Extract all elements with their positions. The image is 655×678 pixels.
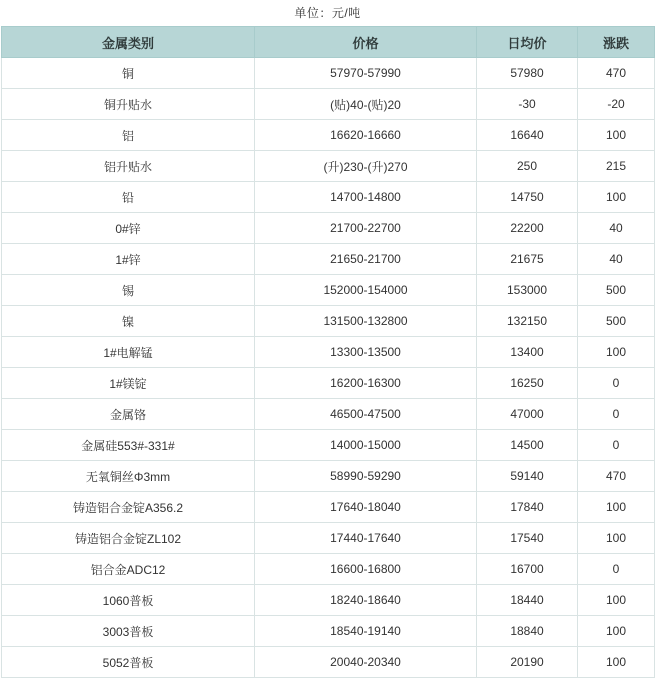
column-header-change: 涨跌 <box>578 27 655 58</box>
cell-price-range: 57970-57990 <box>255 58 477 89</box>
cell-change: 100 <box>578 120 655 151</box>
cell-price-range: 21700-22700 <box>255 213 477 244</box>
cell-daily-average: 17540 <box>477 523 578 554</box>
cell-metal-category: 铜升贴水 <box>2 89 255 120</box>
cell-change: 40 <box>578 213 655 244</box>
cell-price-range: 13300-13500 <box>255 337 477 368</box>
cell-metal-category: 5052普板 <box>2 647 255 678</box>
cell-change: 100 <box>578 585 655 616</box>
unit-label: 单位：元/吨 <box>0 0 655 26</box>
cell-metal-category: 金属铬 <box>2 399 255 430</box>
cell-price-range: 17440-17640 <box>255 523 477 554</box>
cell-price-range: (升)230-(升)270 <box>255 151 477 182</box>
table-row <box>2 58 655 89</box>
cell-metal-category: 铝合金ADC12 <box>2 554 255 585</box>
cell-change: 500 <box>578 275 655 306</box>
cell-price-range: 16620-16660 <box>255 120 477 151</box>
cell-change: 0 <box>578 430 655 461</box>
table-row <box>2 151 655 182</box>
cell-daily-average: 57980 <box>477 58 578 89</box>
cell-daily-average: 21675 <box>477 244 578 275</box>
table-row <box>2 89 655 120</box>
cell-price-range: 152000-154000 <box>255 275 477 306</box>
table-row <box>2 244 655 275</box>
cell-change: 100 <box>578 337 655 368</box>
cell-metal-category: 镍 <box>2 306 255 337</box>
cell-change: 0 <box>578 554 655 585</box>
cell-metal-category: 金属硅553#-331# <box>2 430 255 461</box>
cell-change: 100 <box>578 182 655 213</box>
cell-daily-average: 17840 <box>477 492 578 523</box>
cell-daily-average: 20190 <box>477 647 578 678</box>
cell-change: 470 <box>578 461 655 492</box>
cell-daily-average: 18440 <box>477 585 578 616</box>
cell-metal-category: 铅 <box>2 182 255 213</box>
cell-metal-category: 锡 <box>2 275 255 306</box>
cell-daily-average: -30 <box>477 89 578 120</box>
table-row <box>2 492 655 523</box>
cell-change: 100 <box>578 492 655 523</box>
cell-metal-category: 铸造铝合金锭ZL102 <box>2 523 255 554</box>
cell-daily-average: 14750 <box>477 182 578 213</box>
table-row <box>2 399 655 430</box>
cell-price-range: 17640-18040 <box>255 492 477 523</box>
table-row <box>2 368 655 399</box>
table-row <box>2 430 655 461</box>
column-header-price: 价格 <box>255 27 477 58</box>
cell-change: -20 <box>578 89 655 120</box>
cell-change: 215 <box>578 151 655 182</box>
cell-daily-average: 22200 <box>477 213 578 244</box>
cell-price-range: (贴)40-(贴)20 <box>255 89 477 120</box>
cell-metal-category: 3003普板 <box>2 616 255 647</box>
cell-price-range: 46500-47500 <box>255 399 477 430</box>
table-row <box>2 585 655 616</box>
cell-metal-category: 铜 <box>2 58 255 89</box>
cell-daily-average: 153000 <box>477 275 578 306</box>
cell-daily-average: 13400 <box>477 337 578 368</box>
table-row <box>2 616 655 647</box>
cell-metal-category: 铝 <box>2 120 255 151</box>
cell-metal-category: 铝升贴水 <box>2 151 255 182</box>
cell-price-range: 18240-18640 <box>255 585 477 616</box>
cell-metal-category: 0#锌 <box>2 213 255 244</box>
metal-price-table <box>1 26 655 678</box>
column-header-category: 金属类别 <box>2 27 255 58</box>
table-row <box>2 213 655 244</box>
cell-daily-average: 18840 <box>477 616 578 647</box>
cell-change: 470 <box>578 58 655 89</box>
table-header <box>2 27 655 58</box>
table-row <box>2 647 655 678</box>
table-body <box>2 58 655 678</box>
cell-change: 100 <box>578 647 655 678</box>
table-row <box>2 275 655 306</box>
cell-metal-category: 无氧铜丝Φ3mm <box>2 461 255 492</box>
table-header-row <box>2 27 655 58</box>
cell-daily-average: 132150 <box>477 306 578 337</box>
column-header-daily-average: 日均价 <box>477 27 578 58</box>
cell-price-range: 18540-19140 <box>255 616 477 647</box>
table-row <box>2 306 655 337</box>
cell-daily-average: 16640 <box>477 120 578 151</box>
cell-daily-average: 47000 <box>477 399 578 430</box>
cell-price-range: 21650-21700 <box>255 244 477 275</box>
cell-metal-category: 1#锌 <box>2 244 255 275</box>
cell-price-range: 131500-132800 <box>255 306 477 337</box>
cell-price-range: 14700-14800 <box>255 182 477 213</box>
table-row <box>2 182 655 213</box>
cell-daily-average: 250 <box>477 151 578 182</box>
cell-change: 40 <box>578 244 655 275</box>
cell-price-range: 58990-59290 <box>255 461 477 492</box>
cell-daily-average: 16250 <box>477 368 578 399</box>
cell-metal-category: 1#电解锰 <box>2 337 255 368</box>
cell-daily-average: 59140 <box>477 461 578 492</box>
cell-price-range: 20040-20340 <box>255 647 477 678</box>
table-row <box>2 554 655 585</box>
cell-daily-average: 16700 <box>477 554 578 585</box>
cell-price-range: 16600-16800 <box>255 554 477 585</box>
cell-price-range: 14000-15000 <box>255 430 477 461</box>
cell-metal-category: 1060普板 <box>2 585 255 616</box>
table-row <box>2 120 655 151</box>
table-row <box>2 461 655 492</box>
table-row <box>2 337 655 368</box>
cell-metal-category: 1#镁锭 <box>2 368 255 399</box>
cell-daily-average: 14500 <box>477 430 578 461</box>
cell-change: 0 <box>578 399 655 430</box>
cell-change: 100 <box>578 616 655 647</box>
cell-price-range: 16200-16300 <box>255 368 477 399</box>
cell-metal-category: 铸造铝合金锭A356.2 <box>2 492 255 523</box>
cell-change: 0 <box>578 368 655 399</box>
cell-change: 100 <box>578 523 655 554</box>
table-row <box>2 523 655 554</box>
cell-change: 500 <box>578 306 655 337</box>
